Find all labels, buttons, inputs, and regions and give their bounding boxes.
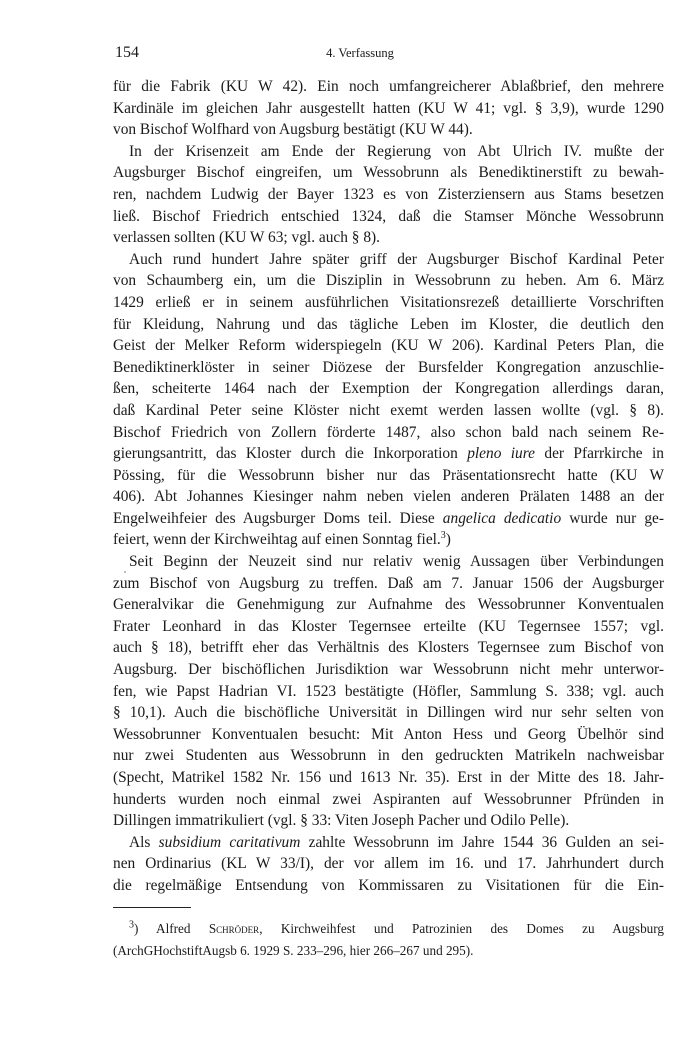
page-number: 154 (115, 44, 139, 61)
text-line: In der Krisenzeit am Ende der Regierung von Abt Ulrich IV. mußte der (129, 142, 664, 160)
text-line: Wessobrunner Konventualen besucht: Mit Anton Hess und Georg Übelhör sind (113, 725, 664, 743)
text-line: nur zwei Studenten aus Wessobrunn in den gedruckten Matrikeln nachweisbar (113, 747, 664, 765)
text-line: Engelweihfeier des Augsburger Doms teil. Diese angelica dedicatio wurde nur ge- (113, 509, 664, 527)
text-line: ßen, scheiterte 1464 nach der Exemption der Kongregation allerdings daran, (113, 380, 664, 398)
text-line: 1429 erließ er in seinem ausführlichen Visitationsrezeß detaillierte Vorschriften (113, 293, 664, 311)
text-line: Generalvikar die Genehmigung zur Aufnahme des Wessobrunner Konventualen (113, 596, 664, 614)
text-line: Dillingen immatrikuliert (vgl. § 33: Viten Joseph Pacher und Odilo Pelle). (113, 812, 570, 830)
latin-term: angelica dedicatio (442, 509, 562, 527)
text-line: § 10,1). Auch die bischöfliche Universität in Dillingen wird nur sehr selten von (113, 704, 664, 722)
text-line: (Specht, Matrikel 1582 Nr. 156 und 1613 Nr. 35). Erst in der Mitte des 18. Jahr- (113, 769, 664, 786)
text-line: Seit Beginn der Neuzeit sind nur relativ wenig Aussagen über Verbindungen (129, 553, 664, 571)
text-line: ren, nachdem Ludwig der Bayer 1323 es von Zisterziensern aus Stams besetzen (113, 185, 664, 203)
footnote-3 (113, 919, 664, 962)
text-line: hunderts wurden noch einmal zwei Aspiranten auf Wessobrunner Pfründen in (113, 790, 664, 808)
text-line: ließ. Bischof Friedrich entschied 1324, daß die Stamser Mönche Wessobrunn (113, 207, 664, 225)
latin-term: subsidium caritativum (158, 833, 301, 851)
running-head: 4. Verfassung (326, 46, 394, 60)
latin-term: pleno iure (467, 445, 535, 463)
text-line: Als subsidium caritativum zahlte Wessobrunn im Jahre 1544 36 Gulden an sei- (129, 833, 664, 851)
text-line: verlassen sollten (KU W 63; vgl. auch § 8). (113, 229, 381, 247)
text-line: daß Kardinal Peter seine Klöster nicht exemt werden lassen wollte (vgl. § 8). (113, 401, 664, 419)
footnote-line-1: $^3$) Alfred Schröder, Kirchweihfest und Patrozinien des Domes zu Augsburg (129, 919, 665, 936)
text-line: Frater Leonhard in das Kloster Tegernsee erteilte (KU Tegernsee 1557; vgl. (113, 617, 664, 635)
text-line: Auch rund hundert Jahre später griff der Augsburger Bischof Kardinal Peter (129, 250, 664, 268)
text-line: für die Fabrik (KU W 42). Ein noch umfangreicherer Ablaßbrief, den mehrere (113, 78, 664, 95)
text-line: Augsburg. Der bischöflichen Jurisdiktion war Wessobrunn nicht mehr unterwor- (113, 661, 664, 679)
text-line: für Kleidung, Nahrung und das tägliche Leben im Kloster, die deutlich den (113, 315, 664, 333)
text-line: fen, wie Papst Hadrian VI. 1523 bestätigte (Höfler, Sammlung S. 338; vgl. auch (113, 682, 664, 700)
text-line: Geist der Melker Reform widerspiegeln (KU W 206). Kardinal Peters Plan, die (113, 337, 664, 355)
text-line: von Schaumberg ein, um die Disziplin in Wessobrunn zu heben. Am 6. März (113, 272, 664, 290)
body-text (113, 76, 664, 897)
footnote-rule (113, 907, 191, 908)
footnote-line-2: (ArchGHochstiftAugsb 6. 1929 S. 233–296, hier 266–267 und 295). (113, 942, 474, 958)
text-line: die regelmäßige Entsendung von Kommissaren zu Visitationen für die Ein- (113, 876, 664, 894)
text-line: auch § 18), betrifft eher das Verhältnis des Klosters Tegernsee zum Bischof von (113, 639, 664, 657)
text-line: gierungsantritt, das Kloster durch die Inkorporation pleno iure der Pfarrkirche in (113, 445, 664, 463)
text-line: feiert, wenn der Kirchweihtag auf einen Sonntag fiel.$^3$) (113, 530, 451, 549)
text-line: Kardinäle im gleichen Jahr ausgestellt hatten (KU W 41; vgl. § 3,9), wurde 1290 (113, 99, 664, 117)
scan-speck (124, 571, 126, 573)
text-line: Augsburger Bischof eingreifen, um Wessobrunn als Benediktinerstift zu bewah- (113, 164, 664, 182)
text-line: nen Ordinarius (KL W 33/I), der vor allem im 16. und 17. Jahrhundert durch (113, 855, 664, 873)
footnote-marker: 3 (129, 919, 134, 931)
text-line: Pössing, für die Wessobrunn bisher nur das Präsentationsrecht hatte (KU W (113, 466, 664, 484)
text-line: von Bischof Wolfhard von Augsburg bestätigt (KU W 44). (113, 121, 473, 139)
text-line: Bischof Friedrich von Zollern förderte 1487, also schon bald nach seinem Re- (113, 423, 664, 441)
footnote-author-last: Schröder (208, 921, 260, 936)
footnote-title: , Kirchweihfest und Patrozinien des Domes zu Augsburg (259, 921, 665, 936)
text-line: 406). Abt Johannes Kiesinger nahm neben vielen anderen Prälaten 1488 an der (113, 488, 664, 506)
footnote-author-first: Alfred (156, 921, 191, 936)
text-line: zum Bischof von Augsburg zu treffen. Daß am 7. Januar 1506 der Augsburger (113, 574, 664, 592)
text-line: Benediktinerklöster in seiner Diözese der Bursfelder Kongregation anzuschlie- (113, 358, 664, 376)
footnote-ref[interactable]: 3 (440, 530, 446, 542)
